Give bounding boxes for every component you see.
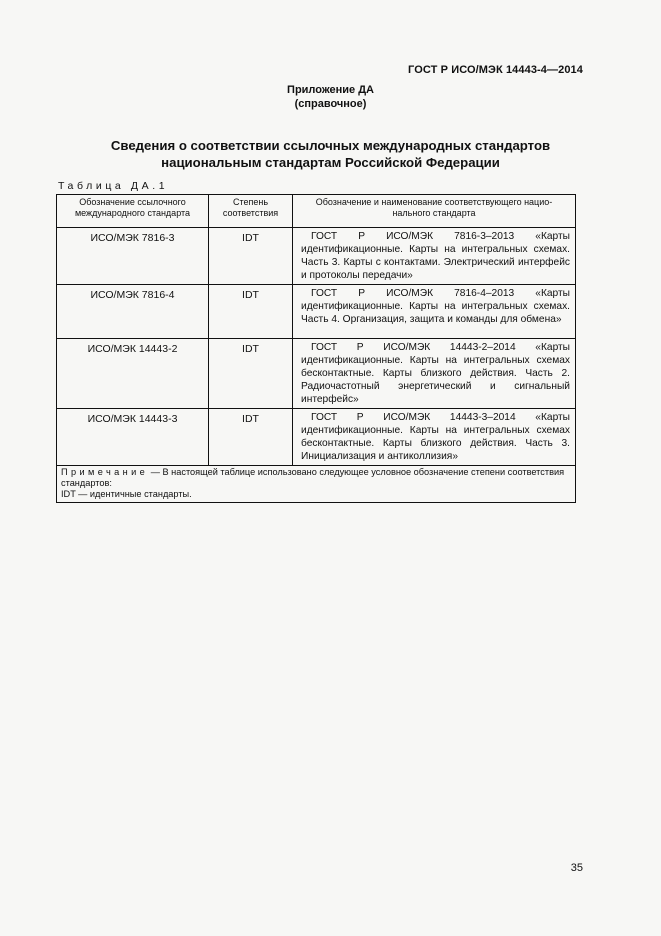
- cell-degree: IDT: [209, 285, 293, 339]
- page-number: 35: [570, 862, 583, 874]
- header-national-standard: [293, 195, 576, 228]
- cell-national-standard: [293, 339, 576, 409]
- appendix-heading: [0, 83, 661, 111]
- cell-degree: IDT: [209, 339, 293, 409]
- document-title: [0, 138, 661, 171]
- table-note-row: [57, 466, 576, 503]
- national-standard-text: ГОСТ Р ИСО/МЭК 7816-3–2013 «Карты идентификационные. Карты на интегральных схемах. Часть 3. Карты с контактами. Электрический интерфейс и протоколы передачи»: [301, 231, 570, 281]
- cell-national-standard: [293, 285, 576, 339]
- table-row: [57, 285, 576, 339]
- document-title-line2: национальным стандартам Российской Федерации: [161, 154, 500, 170]
- table-label: Таблица ДА.1: [58, 180, 169, 192]
- cell-national-standard: [293, 409, 576, 466]
- cell-ref-standard: ИСО/МЭК 7816-4: [57, 285, 209, 339]
- national-standard-text: ГОСТ Р ИСО/МЭК 14443-2–2014 «Карты идентификационные. Карты на интегральных схемах бесконтактные. Карты близкого действия. Часть 2. Радиочастотный энергетический и сигнальный интерфейс»: [301, 342, 570, 405]
- conformity-table: [56, 194, 576, 503]
- standard-code: ГОСТ Р ИСО/МЭК 14443-4—2014: [408, 64, 583, 76]
- cell-ref-standard: ИСО/МЭК 7816-3: [57, 228, 209, 285]
- header-ref-line2: международного стандарта: [74, 208, 191, 218]
- cell-degree: IDT: [209, 228, 293, 285]
- cell-national-standard: [293, 228, 576, 285]
- cell-degree: IDT: [209, 409, 293, 466]
- cell-ref-standard: ИСО/МЭК 14443-3: [57, 409, 209, 466]
- table-note: [57, 466, 576, 503]
- header-degree: [209, 195, 293, 228]
- header-national-line2: нального стандарта: [392, 208, 476, 218]
- table-row: [57, 228, 576, 285]
- header-ref-line1: Обозначение ссылочного: [79, 197, 186, 207]
- cell-ref-standard: ИСО/МЭК 14443-2: [57, 339, 209, 409]
- national-standard-text: ГОСТ Р ИСО/МЭК 14443-3–2014 «Карты идентификационные. Карты на интегральных схемах бесконтактные. Карты близкого действия. Часть 3. Инициализация и антиколлизия»: [301, 412, 570, 462]
- appendix-subtitle: (справочное): [294, 98, 367, 110]
- note-legend: IDT — идентичные стандарты.: [61, 489, 192, 499]
- header-degree-line2: соответствия: [222, 208, 279, 218]
- table-header-row: [57, 195, 576, 228]
- table-row: [57, 339, 576, 409]
- appendix-title: Приложение ДА: [287, 84, 374, 96]
- header-ref-standard: [57, 195, 209, 228]
- header-degree-line1: Степень: [232, 197, 269, 207]
- header-national-line1: Обозначение и наименование соответствующего нацио-: [315, 197, 553, 207]
- national-standard-text: ГОСТ Р ИСО/МЭК 7816-4–2013 «Карты идентификационные. Карты на интегральных схемах. Часть 4. Организация, защита и команды для обмена»: [301, 288, 570, 325]
- table-row: [57, 409, 576, 466]
- document-title-line1: Сведения о соответствии ссылочных международных стандартов: [110, 138, 551, 153]
- note-text: — В настоящей таблице использовано следующее условное обозначение степени соответствия стандартов:: [61, 467, 565, 488]
- note-label: Примечание: [61, 467, 149, 477]
